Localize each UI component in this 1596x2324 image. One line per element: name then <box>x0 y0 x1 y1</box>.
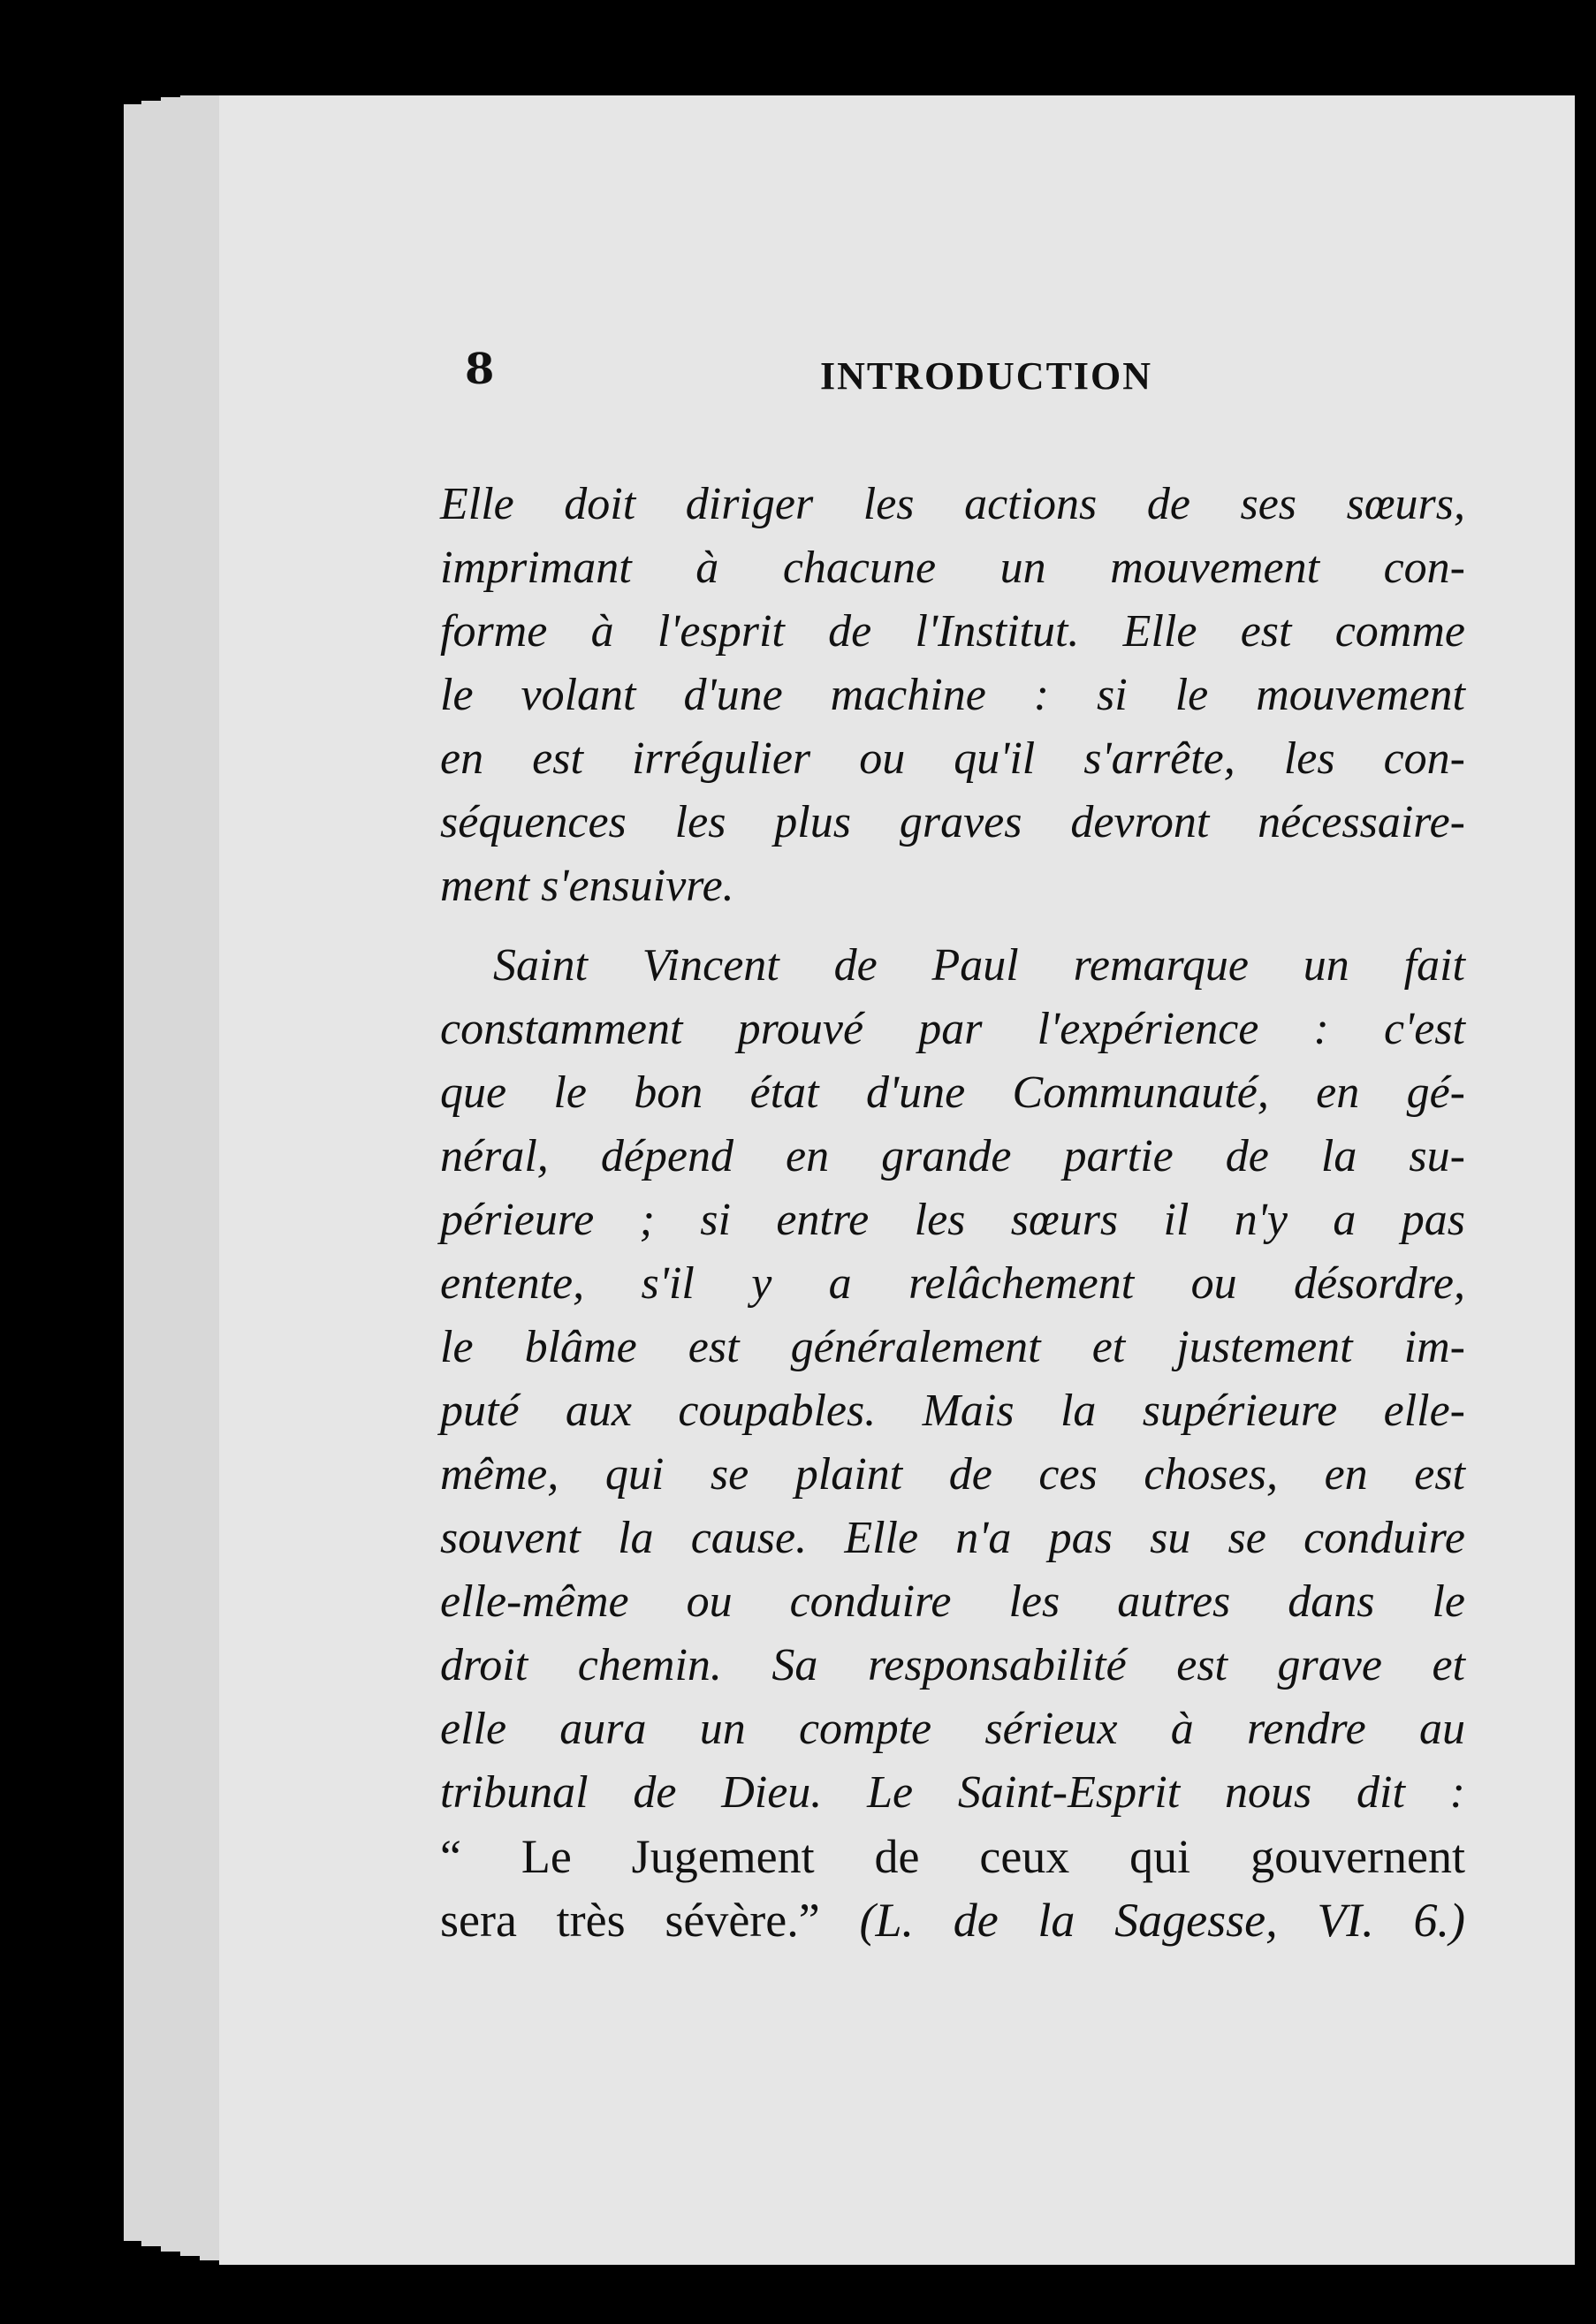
text-line: imprimant à chacune un mouvement con- <box>440 543 1465 593</box>
page-header <box>219 345 1575 415</box>
text-line: constamment prouvé par l'expérience : c'est <box>440 1004 1465 1054</box>
text-line: elle aura un compte sérieux à rendre au <box>440 1704 1465 1754</box>
text-line: Elle doit diriger les actions de ses sœurs, <box>440 479 1465 529</box>
quote-text: sera très sévère.” <box>440 1894 820 1947</box>
quote-line: “ Le Jugement de ceux qui gouvernent <box>440 1830 1465 1883</box>
text-line: tribunal de Dieu. Le Saint-Esprit nous dit : <box>440 1767 1465 1818</box>
quote-line <box>440 1888 1465 1952</box>
text-line: ment s'ensuivre. <box>440 861 734 911</box>
text-line: périeure ; si entre les sœurs il n'y a pas <box>440 1195 1465 1245</box>
text-line: puté aux coupables. Mais la supérieure elle- <box>440 1386 1465 1436</box>
body-text <box>440 473 1465 1952</box>
text-line: souvent la cause. Elle n'a pas su se conduire <box>440 1513 1465 1563</box>
text-line: que le bon état d'une Communauté, en gé- <box>440 1067 1465 1118</box>
text-line: entente, s'il y a relâchement ou désordre, <box>440 1258 1465 1309</box>
page-number: 8 <box>465 345 495 394</box>
text-line: le blâme est généralement et justement im- <box>440 1322 1465 1372</box>
quote-reference: (L. de la Sagesse, VI. 6.) <box>859 1894 1466 1947</box>
text-line: forme à l'esprit de l'Institut. Elle est comme <box>440 606 1465 657</box>
text-line: même, qui se plaint de ces choses, en est <box>440 1449 1465 1500</box>
text-line: néral, dépend en grande partie de la su- <box>440 1131 1465 1181</box>
text-line: elle-même ou conduire les autres dans le <box>440 1576 1465 1627</box>
text-line: droit chemin. Sa responsabilité est grave et <box>440 1640 1465 1690</box>
text-line: Saint Vincent de Paul remarque un fait <box>493 940 1465 991</box>
text-line: le volant d'une machine : si le mouvement <box>440 670 1465 720</box>
text-line: en est irrégulier ou qu'il s'arrête, les con- <box>440 733 1465 784</box>
running-head: INTRODUCTION <box>820 354 1153 398</box>
text-line: séquences les plus graves devront nécessaire- <box>440 797 1465 847</box>
book-page <box>219 95 1575 2265</box>
